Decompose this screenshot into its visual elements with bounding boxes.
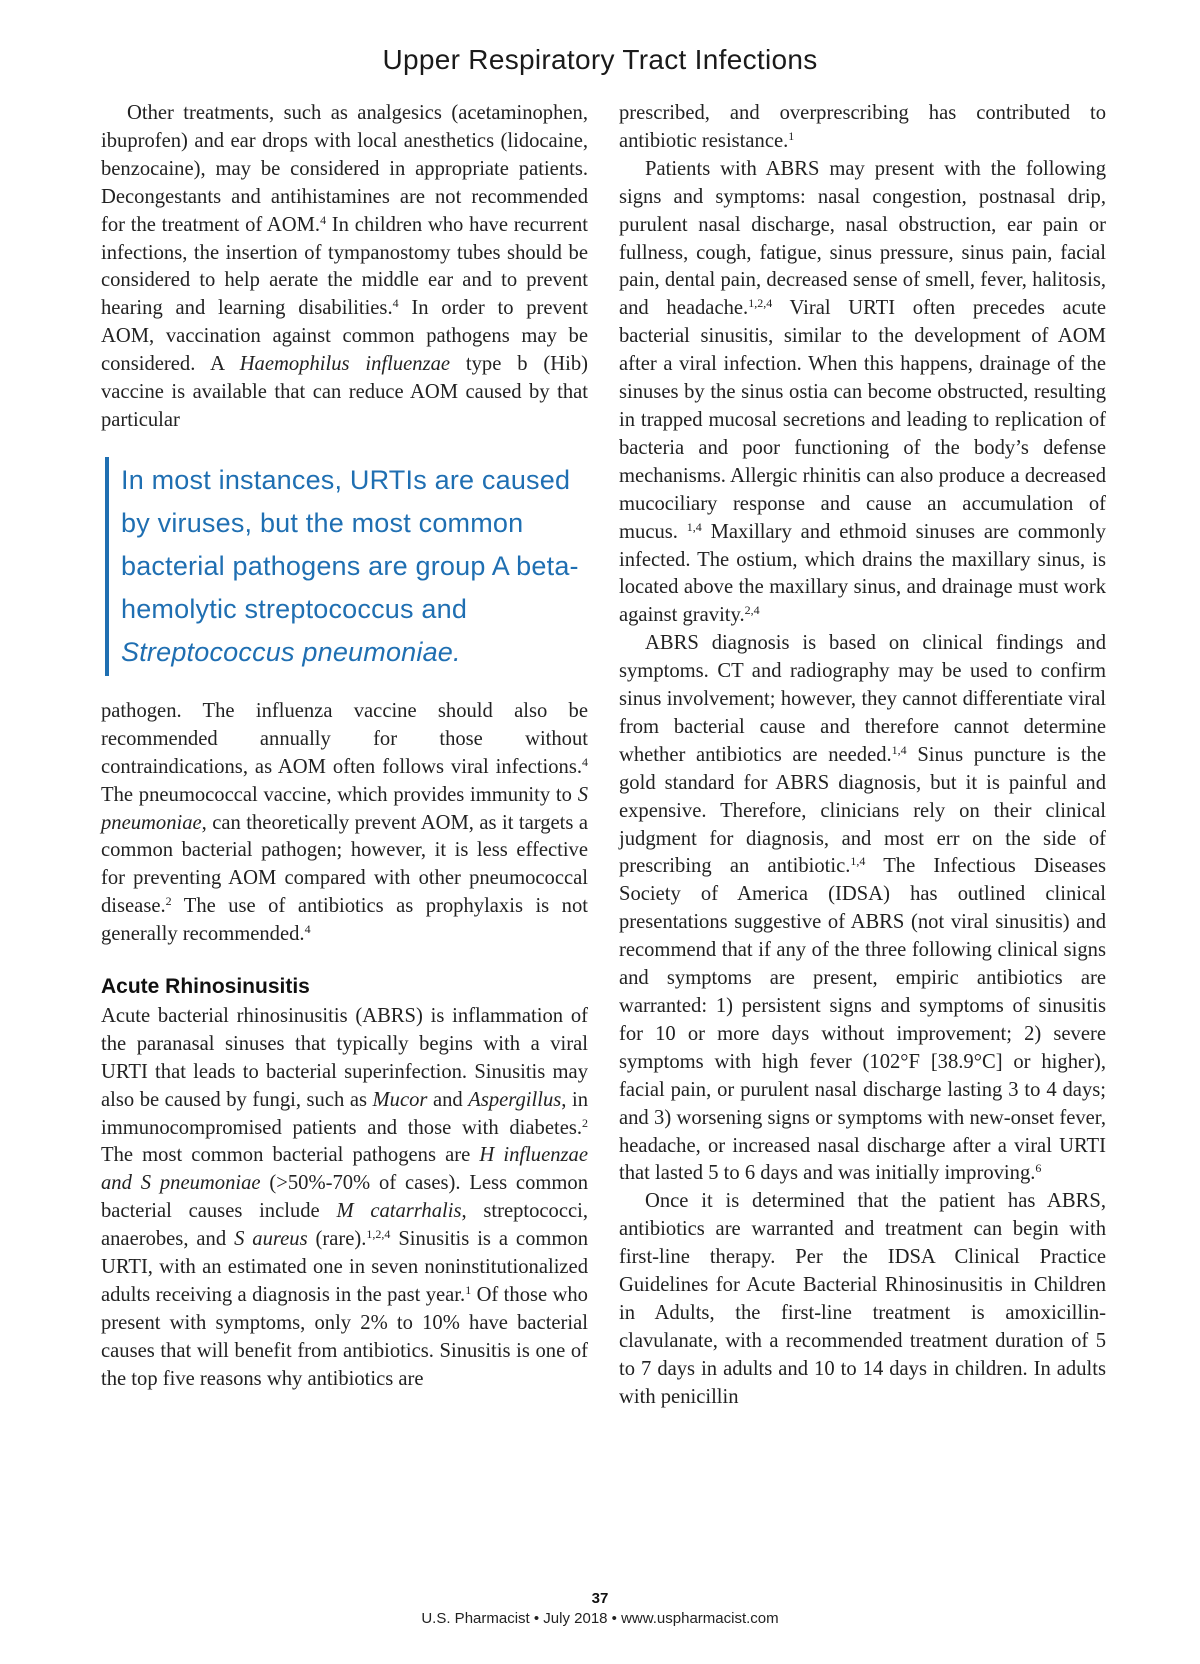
- italic-text: S aureus: [234, 1228, 308, 1251]
- reference-superscript: 2: [165, 894, 172, 909]
- text-run: Sinus puncture is the gold standard for ABRS diagnosis, but it is painful and expensive. Therefore, clinicians rely on their clinical judgment for diagnosis, and most err on the side of prescribing an antibiotic.: [619, 743, 1106, 878]
- right-paragraph-3: [619, 630, 1106, 1188]
- reference-superscript: 4: [320, 212, 327, 227]
- text-run: pathogen. The influenza vaccine should also be recommended annually for those without contraindications, as AOM often follows viral infections.: [101, 699, 588, 778]
- page-number: 37: [591, 1590, 609, 1607]
- section-heading: Acute Rhinosinusitis: [101, 975, 310, 999]
- text-run: type b (Hib) vaccine is available that can reduce AOM caused by that particular: [101, 353, 588, 431]
- text-run: (rare).: [307, 1228, 367, 1251]
- italic-text: Aspergillus: [468, 1088, 562, 1111]
- text-run: In most instances, URTIs are caused by viruses, but the most common bacterial pathogens are group A beta-hemolytic streptococcus and: [121, 464, 579, 624]
- left-paragraph-2: [101, 698, 588, 949]
- italic-text: Mucor: [372, 1088, 428, 1111]
- reference-superscript: 2,4: [744, 603, 760, 618]
- reference-superscript: 1,4: [686, 519, 702, 534]
- text-run: (>50%-70% of cases). Less common bacterial causes include: [101, 1172, 588, 1223]
- right-paragraph-4: [619, 1188, 1106, 1411]
- text-run: Patients with ABRS may present with the following signs and symptoms: nasal congestion, postnasal drip, purulent nasal discharge, nasal obstruction, ear pain or fullness, cough, fatigue, sinus pressure, sinus pain, facial pain, dental pain, decreased sense of smell, fever, halitosis, and headache.: [619, 157, 1106, 320]
- reference-superscript: 2: [582, 1115, 588, 1130]
- reference-superscript: 1: [788, 128, 795, 143]
- text-run: Other treatments, such as analgesics (acetaminophen, ibuprofen) and ear drops with local anesthetics (lidocaine, benzocaine), may be considered in appropriate patients. Decongestants and antihistamines are not recommended for the treatment of AOM.: [101, 102, 588, 236]
- reference-superscript: 1,2,4: [748, 296, 773, 311]
- italic-text: S pneumoniae: [101, 783, 588, 834]
- text-run: , in immunocompromised patients and those with diabetes.: [101, 1088, 588, 1139]
- text-run: The Infectious Diseases Society of America (IDSA) has outlined clinical presentations suggestive of ABRS (not viral sinusitis) and recommend that if any of the three following clinical signs and symptoms are present, empiric antibiotics are warranted: 1) persistent signs and symptoms of sinusitis for 10 or more days without improvement; 2) severe symptoms with high fever (102°F [38.9°C] or higher), facial pain, or purulent nasal discharge lasting 3 to 4 days; and 3) worsening signs or symptoms with new-onset fever, headache, or increased nasal discharge after a viral URTI that lasted 5 to 6 days and was initially improving.: [619, 855, 1106, 1185]
- reference-superscript: 4: [392, 296, 399, 311]
- text-run: The most common bacterial pathogens are: [101, 1144, 480, 1167]
- text-run: In order to prevent AOM, vaccination against common pathogens may be considered. A: [101, 297, 588, 376]
- text-run: Of those who present with symptoms, only 2% to 10% have bacterial causes that will benefit from antibiotics. Sinusitis is one of the top five reasons why antibiotics are: [101, 1284, 588, 1390]
- italic-text: H influenzae and S pneumoniae: [101, 1144, 588, 1195]
- right-column: [619, 100, 1106, 1412]
- text-run: , can theoretically prevent AOM, as it targets a common bacterial pathogen; however, it is less effective for preventing AOM compared with other pneumococcal disease.: [101, 811, 588, 918]
- reference-superscript: 1,4: [891, 742, 907, 757]
- text-run: Viral URTI often precedes acute bacterial sinusitis, similar to the development of AOM after a viral infection. When this happens, drainage of the sinuses by the sinus ostia can become obstructed, resulting in trapped mucosal secretions and leading to replication of bacteria and poor functioning of the body’s defense mechanisms. Allergic rhinitis can also produce a decreased mucociliary response and cause an accumulation of mucus.: [619, 297, 1106, 543]
- running-head-title: Upper Respiratory Tract Infections: [382, 44, 818, 75]
- reference-superscript: 6: [1035, 1161, 1042, 1176]
- footer-publication: U.S. Pharmacist • July 2018 • www.uspharmacist.com: [421, 1610, 779, 1627]
- pull-quote: [105, 457, 588, 676]
- text-run: and: [427, 1088, 469, 1111]
- reference-superscript: 4: [304, 922, 311, 937]
- italic-text: M catarrhalis: [336, 1200, 462, 1223]
- right-paragraph-2: [619, 156, 1106, 630]
- reference-superscript: 1,2,4: [366, 1227, 391, 1242]
- reference-superscript: 1,4: [850, 854, 866, 869]
- text-run: ABRS diagnosis is based on clinical findings and symptoms. CT and radiography may be used to confirm sinus involvement; however, they cannot differentiate viral from bacterial cause and therefore cannot determine whether antibiotics are needed.: [619, 632, 1106, 766]
- text-run: Once it is determined that the patient has ABRS, antibiotics are warranted and treatment can begin with first-line therapy. Per the IDSA Clinical Practice Guidelines for Acute Bacterial Rhinosinusitis in Children in Adults, the first-line treatment is amoxicillin-clavulanate, with a recommended treatment duration of 5 to 7 days in adults and 10 to 14 days in children. In adults with penicillin: [619, 1190, 1106, 1408]
- right-paragraph-1: [619, 100, 1106, 156]
- text-run: , streptococci, anaerobes, and: [101, 1200, 588, 1251]
- text-run: Maxillary and ethmoid sinuses are commonly infected. The ostium, which drains the maxillary sinus, is located above the maxillary sinus, and drainage must work against gravity.: [619, 520, 1106, 627]
- italic-text: Haemophilus influenzae: [239, 353, 451, 376]
- left-paragraph-3: [101, 1003, 588, 1394]
- text-run: prescribed, and overprescribing has contributed to antibiotic resistance.: [619, 102, 1106, 152]
- reference-superscript: 1: [465, 1283, 472, 1297]
- text-run: Sinusitis is a common URTI, with an estimated one in seven noninstitutionalized adults receiving a diagnosis in the past year.: [101, 1228, 588, 1306]
- text-run: The pneumococcal vaccine, which provides immunity to: [101, 783, 578, 806]
- text-run: The use of antibiotics as prophylaxis is not generally recommended.: [101, 895, 588, 946]
- left-column: [101, 100, 588, 1394]
- italic-text: Streptococcus pneumoniae.: [121, 636, 461, 667]
- reference-superscript: 4: [582, 754, 588, 769]
- text-run: Acute bacterial rhinosinusitis (ABRS) is inflammation of the paranasal sinuses that typically begins with a viral URTI that leads to bacterial superinfection. Sinusitis may also be caused by fungi, such as: [101, 1004, 588, 1111]
- left-paragraph-1: [101, 100, 588, 435]
- text-run: In children who have recurrent infections, the insertion of tympanostomy tubes should be considered to help aerate the middle ear and to prevent hearing and learning disabilities.: [101, 213, 588, 320]
